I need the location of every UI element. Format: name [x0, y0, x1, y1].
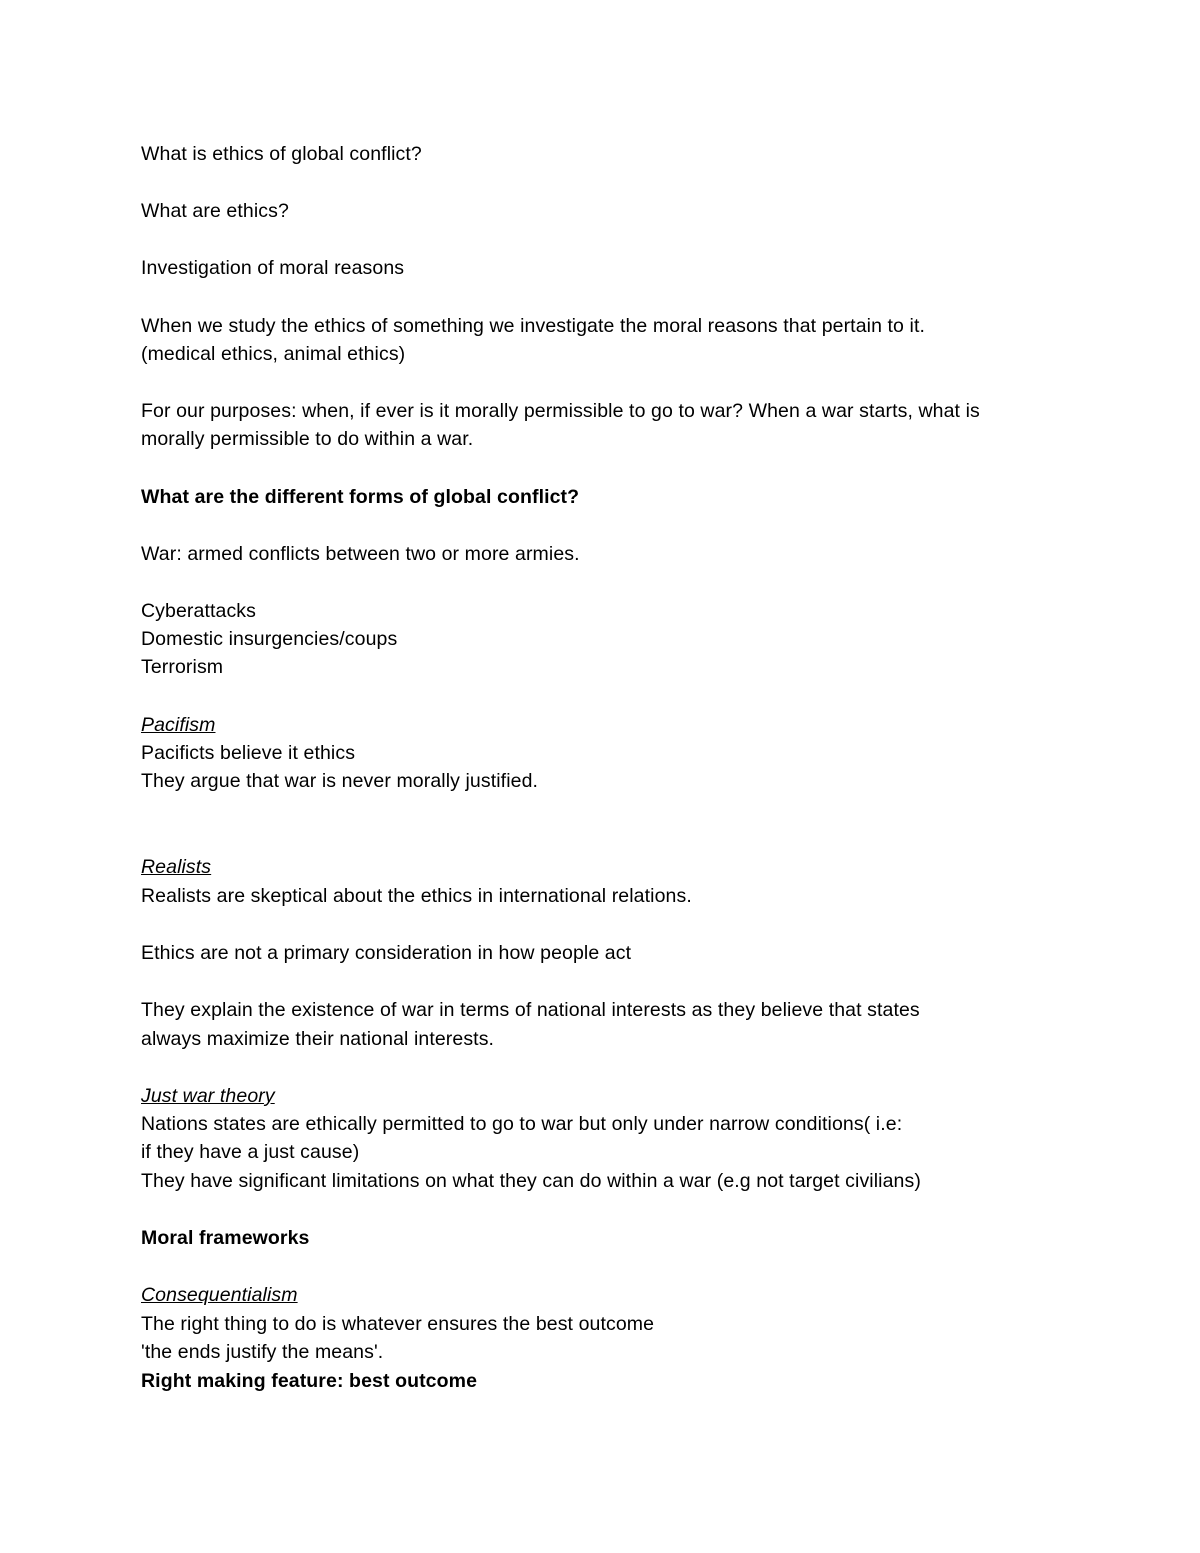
realists-line-3b: always maximize their national interests.	[141, 1028, 495, 1050]
just-war-line-3: They have significant limitations on what they can do within a war (e.g not target civilians)	[141, 1170, 921, 1192]
realists-line-3a: They explain the existence of war in terms of national interests as they believe that states	[141, 999, 920, 1021]
consequentialism-line-2: 'the ends justify the means'.	[141, 1341, 384, 1363]
forms-heading: What are the different forms of global conflict?	[141, 486, 580, 508]
purposes-line-2: morally permissible to do within a war.	[141, 428, 474, 450]
question-what-are-ethics: What are ethics?	[141, 200, 289, 222]
form-item-terrorism: Terrorism	[141, 656, 224, 678]
question-ethics-global-conflict: What is ethics of global conflict?	[141, 143, 422, 165]
just-war-heading: Just war theory	[141, 1085, 275, 1107]
ethics-definition: Investigation of moral reasons	[141, 257, 405, 279]
purposes-line-1: For our purposes: when, if ever is it morally permissible to go to war? When a war starts, what is	[141, 400, 980, 422]
pacifism-line-2: They argue that war is never morally justified.	[141, 770, 539, 792]
war-definition: War: armed conflicts between two or more armies.	[141, 543, 580, 565]
consequentialism-line-1: The right thing to do is whatever ensures the best outcome	[141, 1313, 655, 1335]
just-war-line-1: Nations states are ethically permitted to go to war but only under narrow conditions( i.e:	[141, 1113, 903, 1135]
pacifism-heading: Pacifism	[141, 714, 216, 736]
consequentialism-heading: Consequentialism	[141, 1284, 298, 1306]
form-item-insurgencies: Domestic insurgencies/coups	[141, 628, 398, 650]
realists-line-2: Ethics are not a primary consideration in how people act	[141, 942, 632, 964]
pacifism-line-1: Pacificts believe it ethics	[141, 742, 356, 764]
realists-heading: Realists	[141, 856, 212, 878]
form-item-cyberattacks: Cyberattacks	[141, 600, 256, 622]
just-war-line-2: if they have a just cause)	[141, 1141, 360, 1163]
study-ethics-line-1: When we study the ethics of something we investigate the moral reasons that pertain to it.	[141, 315, 925, 337]
realists-line-1: Realists are skeptical about the ethics in international relations.	[141, 885, 692, 907]
study-ethics-line-2: (medical ethics, animal ethics)	[141, 343, 406, 365]
right-making-feature: Right making feature: best outcome	[141, 1370, 478, 1392]
frameworks-heading: Moral frameworks	[141, 1227, 310, 1249]
